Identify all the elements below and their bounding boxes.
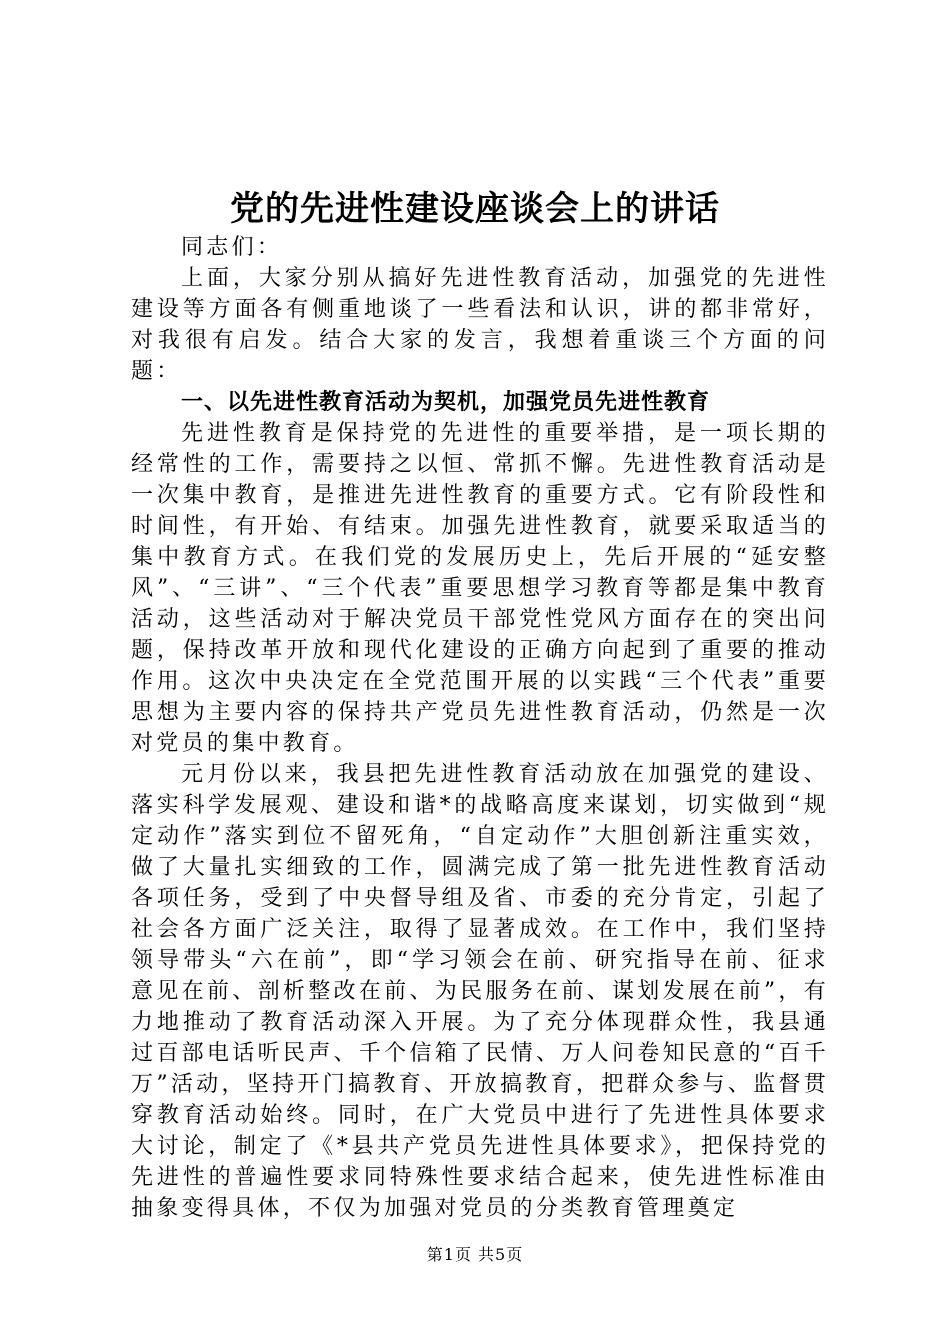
intro-paragraph: 上面，大家分别从搞好先进性教育活动，加强党的先进性建设等方面各有侧重地谈了一些看法和认识，讲的都非常好，对我很有启发。结合大家的发言，我想着重谈三个方面的问题： [131, 266, 829, 384]
body-paragraph: 先进性教育是保持党的先进性的重要举措，是一项长期的经常性的工作，需要持之以恒、常抓不懈。先进性教育活动是一次集中教育，是推进先进性教育的重要方式。它有阶段性和时间性，有开始、有结束。加强先进性教育，就要采取适当的集中教育方式。在我们党的发展历史上，先后开展的“延安整风”、“三讲”、“三个代表”重要思想学习教育等都是集中教育活动，这些活动对于解决党员干部党性党风方面存在的突出问题，保持改革开放和现代化建设的正确方向起到了重要的推动作用。这次中央决定在全党范围开展的以实践“三个代表”重要思想为主要内容的保持共产党员先进性教育活动，仍然是一次对党员的集中教育。 [131, 421, 829, 756]
body-paragraph: 元月份以来，我县把先进性教育活动放在加强党的建设、落实科学发展观、建设和谐*的战略高度来谋划，切实做到“规定动作”落实到位不留死角，“自定动作”大胆创新注重实效，做了大量扎实细致的工作，圆满完成了第一批先进性教育活动各项任务，受到了中央督导组及省、市委的充分肯定，引起了社会各方面广泛关注，取得了显著成效。在工作中，我们坚持领导带头“六在前”，即“学习领会在前、研究指导在前、征求意见在前、剖析整改在前、为民服务在前、谋划发展在前”，有力地推动了教育活动深入开展。为了充分体现群众性，我县通过百部电话听民声、千个信箱了民情、万人问卷知民意的“百千万”活动，坚持开门搞教育、开放搞教育，把群众参与、监督贯穿教育活动始终。同时，在广大党员中进行了先进性具体要求大讨论，制定了《*县共产党员先进性具体要求》，把保持党的先进性的普遍性要求同特殊性要求结合起来，使先进性标准由抽象变得具体，不仅为加强对党员的分类教育管理奠定 [131, 762, 829, 1221]
document-body [131, 232, 829, 1224]
salutation-paragraph: 同志们： [181, 235, 283, 260]
page-footer: 第1页 共5页 [426, 1245, 524, 1264]
section-heading: 一、以先进性教育活动为契机，加强党员先进性教育 [181, 389, 711, 415]
document-title: 党的先进性建设座谈会上的讲话 [230, 189, 720, 229]
